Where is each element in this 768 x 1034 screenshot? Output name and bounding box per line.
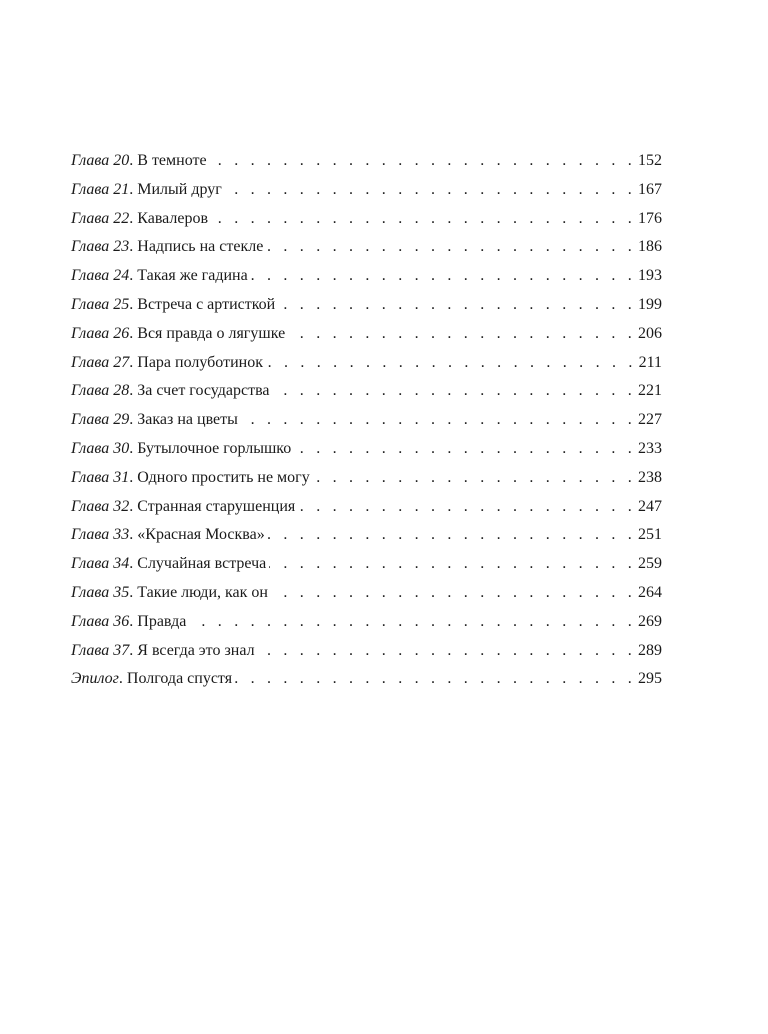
- chapter-label: Глава 23: [71, 238, 130, 256]
- dot-leader: [211, 205, 636, 234]
- chapter-label: Глава 30: [71, 439, 130, 457]
- toc-entry[interactable]: [71, 521, 662, 550]
- chapter-title: Случайная встреча: [137, 555, 267, 573]
- dot-leader: [258, 637, 636, 666]
- label-separator: .: [129, 555, 138, 573]
- chapter-title: Заказ на цветы: [137, 411, 238, 429]
- dot-leader: [210, 147, 636, 176]
- chapter-title: В темноте: [137, 152, 207, 169]
- chapter-label: Глава 35: [71, 583, 130, 601]
- page-number: 193: [638, 267, 662, 285]
- toc-entry[interactable]: [71, 320, 662, 349]
- toc-entry[interactable]: [71, 579, 662, 608]
- toc-entry[interactable]: [71, 464, 662, 493]
- table-of-contents: [71, 147, 662, 694]
- dot-leader: [235, 665, 636, 694]
- chapter-label: Глава 28: [71, 382, 130, 400]
- label-separator: .: [129, 152, 138, 169]
- page-number: 259: [638, 555, 662, 573]
- dot-leader: [189, 608, 636, 637]
- page-number: 176: [638, 209, 662, 227]
- label-separator: .: [129, 353, 138, 371]
- chapter-label: Глава 20: [71, 152, 130, 169]
- label-separator: .: [129, 468, 138, 486]
- chapter-title: Пара полуботинок: [137, 353, 263, 371]
- toc-entry[interactable]: [71, 291, 662, 320]
- page-number: 199: [638, 295, 662, 313]
- chapter-title: За счет государства: [137, 382, 270, 400]
- page-number: 264: [638, 583, 662, 601]
- chapter-title: Я всегда это знал: [137, 641, 255, 659]
- toc-entry[interactable]: [71, 262, 662, 291]
- toc-entry[interactable]: [71, 349, 662, 378]
- toc-entry[interactable]: [71, 176, 662, 205]
- page-number: 221: [638, 382, 662, 400]
- dot-leader: [225, 176, 636, 205]
- chapter-title: «Красная Москва»: [137, 526, 265, 544]
- page-number: 152: [638, 152, 662, 169]
- page-number: 269: [638, 612, 662, 630]
- chapter-title: Кавалеров: [137, 209, 209, 227]
- dot-leader: [266, 349, 637, 378]
- page-number: 167: [638, 180, 662, 198]
- label-separator: .: [129, 439, 138, 457]
- chapter-label: Глава 29: [71, 411, 130, 429]
- label-separator: .: [129, 526, 138, 544]
- chapter-label: Глава 31: [71, 468, 130, 486]
- label-separator: .: [129, 209, 138, 227]
- chapter-title: Милый друг: [137, 180, 222, 198]
- chapter-label: Глава 22: [71, 209, 130, 227]
- chapter-label: Глава 37: [71, 641, 130, 659]
- dot-leader: [278, 291, 636, 320]
- dot-leader: [269, 550, 636, 579]
- page-number: 251: [638, 526, 662, 544]
- chapter-title: Такие люди, как он: [137, 583, 268, 601]
- label-separator: .: [129, 295, 138, 313]
- page-number: 295: [638, 670, 662, 688]
- chapter-label: Глава 27: [71, 353, 130, 371]
- page-number: 238: [638, 468, 662, 486]
- toc-entry[interactable]: [71, 493, 662, 522]
- page-number: 233: [638, 439, 662, 457]
- chapter-label: Глава 24: [71, 267, 130, 285]
- chapter-title: Надпись на стекле: [137, 238, 264, 256]
- toc-entry[interactable]: [71, 377, 662, 406]
- dot-leader: [298, 493, 636, 522]
- chapter-title: Правда: [137, 612, 187, 630]
- toc-entry[interactable]: [71, 205, 662, 234]
- dot-leader: [271, 579, 636, 608]
- toc-entry[interactable]: [71, 435, 662, 464]
- label-separator: .: [129, 180, 138, 198]
- page-number: 206: [638, 324, 662, 342]
- chapter-title: Одного простить не могу: [137, 468, 310, 486]
- label-separator: .: [129, 324, 138, 342]
- page-number: 247: [638, 497, 662, 515]
- page-number: 227: [638, 411, 662, 429]
- label-separator: .: [129, 641, 138, 659]
- dot-leader: [241, 406, 636, 435]
- chapter-label: Глава 26: [71, 324, 130, 342]
- label-separator: .: [129, 411, 138, 429]
- chapter-label: Глава 32: [71, 497, 130, 515]
- toc-entry[interactable]: [71, 406, 662, 435]
- chapter-label: Глава 21: [71, 180, 130, 198]
- chapter-title: Бутылочное горлышко: [137, 439, 292, 457]
- toc-entry[interactable]: [71, 147, 662, 176]
- label-separator: .: [129, 497, 138, 515]
- chapter-title: Странная старушенция: [137, 497, 296, 515]
- toc-entry[interactable]: [71, 637, 662, 666]
- page-number: 289: [638, 641, 662, 659]
- label-separator: .: [118, 670, 127, 688]
- label-separator: .: [129, 583, 138, 601]
- dot-leader: [251, 262, 636, 291]
- chapter-title: Полгода спустя: [126, 670, 233, 688]
- chapter-title: Такая же гадина: [137, 267, 248, 285]
- label-separator: .: [129, 612, 138, 630]
- dot-leader: [294, 435, 636, 464]
- dot-leader: [313, 464, 636, 493]
- chapter-label: Глава 36: [71, 612, 130, 630]
- dot-leader: [266, 233, 636, 262]
- toc-entry[interactable]: [71, 233, 662, 262]
- chapter-title: Встреча с артисткой: [137, 295, 276, 313]
- dot-leader: [268, 521, 636, 550]
- dot-leader: [288, 320, 636, 349]
- toc-entry[interactable]: [71, 608, 662, 637]
- chapter-label: Глава 33: [71, 526, 130, 544]
- page-number: 186: [638, 238, 662, 256]
- chapter-label: Глава 34: [71, 555, 130, 573]
- chapter-label: Эпилог: [71, 670, 119, 688]
- dot-leader: [273, 377, 636, 406]
- chapter-label: Глава 25: [71, 295, 130, 313]
- page-number: 211: [638, 353, 662, 371]
- toc-entry[interactable]: [71, 665, 662, 694]
- label-separator: .: [129, 267, 138, 285]
- chapter-title: Вся правда о лягушке: [137, 324, 286, 342]
- toc-entry[interactable]: [71, 550, 662, 579]
- label-separator: .: [129, 238, 138, 256]
- label-separator: .: [129, 382, 138, 400]
